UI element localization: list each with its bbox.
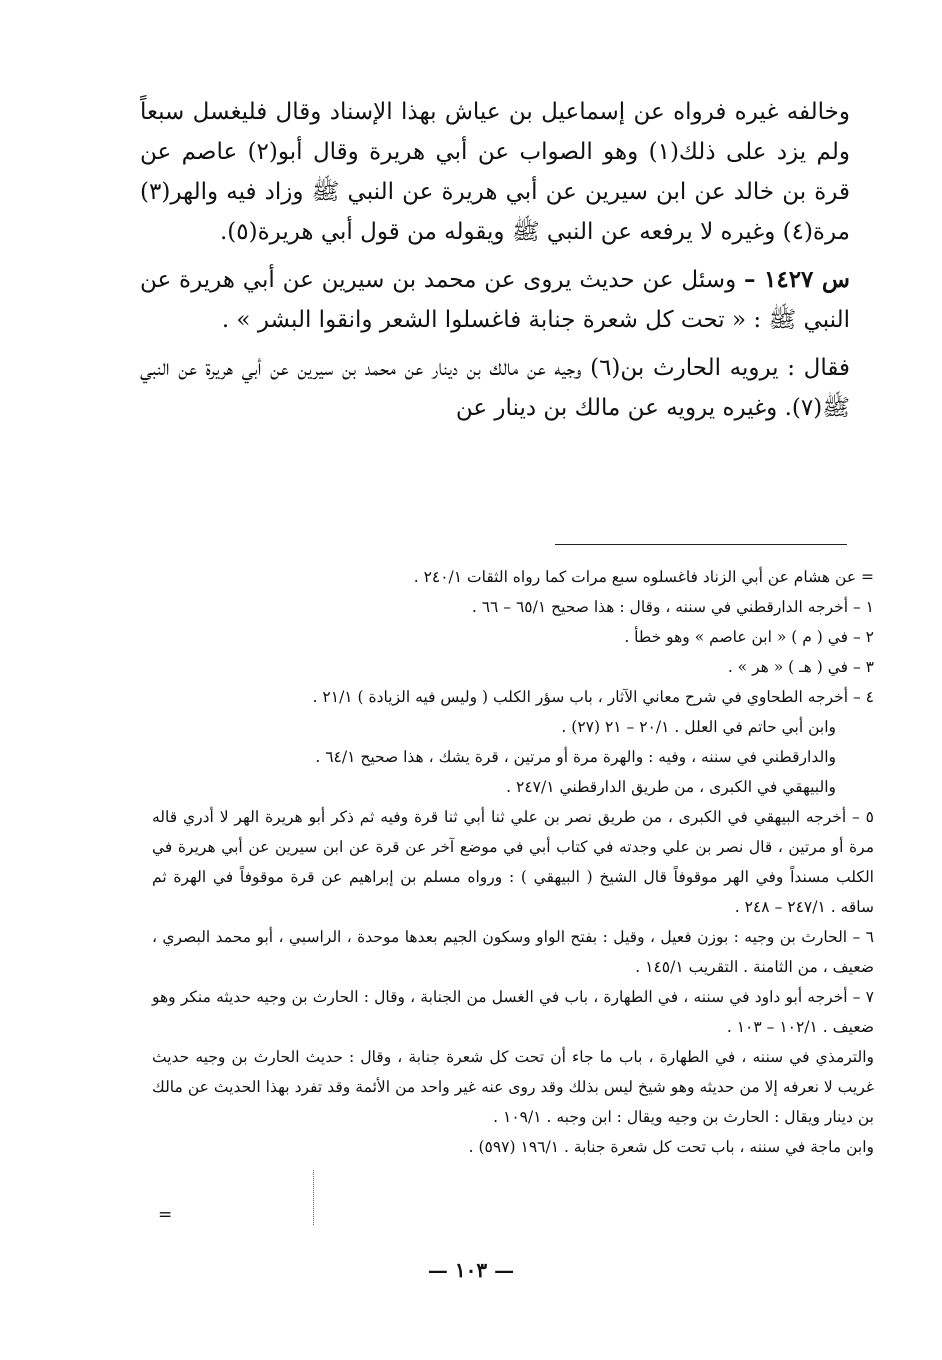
footnote: والبيهقي في الكبرى ، من طريق الدارقطني ٢٤٧/١ . <box>506 778 836 796</box>
footnote: ٥ – أخرجه البيهقي في الكبرى ، من طريق نصر بن علي ثنا أبي ثنا قرة وفيه ثم ذكر أبو هريرة الهر لا أدري قاله مرة أو مرتين ، قال نصر بن علي وجدته في كتاب أبي في موضع آخر عن قرة عن ابن سيرين عن أبي هريرة في الكلب مسنداً وفي الهر موقوفاً قال الشيخ ( البيهقي ) : ورواه مسلم بن إبراهيم عن قرة موقوفاً في الهرة ثم ساقه . ٢٤٧/١ – ٢٤٨ . <box>152 808 874 916</box>
question-text: وسئل عن حديث يروى عن محمد بن سيرين عن أبي هريرة عن النبي ﷺ : « تحت كل شعرة جنابة فاغسلوا الشعر وانقوا البشر » . <box>140 267 850 333</box>
continuation-mark: = <box>158 1205 173 1225</box>
question-number: س ١٤٢٧ – <box>743 266 850 293</box>
footnote: وابن ماجة في سننه ، باب تحت كل شعرة جنابة . ١٩٦/١ (٥٩٧) . <box>468 1138 874 1156</box>
footnotes <box>152 562 874 1162</box>
footnote: والدارقطني في سننه ، وفيه : والهرة مرة أو مرتين ، قرة يشك ، هذا صحيح ٦٤/١ . <box>315 748 836 766</box>
main-text <box>140 92 850 428</box>
footnote: ٣ – في ( هـ ) « هر » . <box>727 658 874 676</box>
footnote: وابن أبي حاتم في العلل . ٢٠/١ – ٢١ (٢٧) . <box>561 718 836 736</box>
main-paragraph: وخالفه غيره فرواه عن إسماعيل بن عياش بهذا الإسناد وقال فليغسل سبعاً ولم يزد على ذلك(١) وهو الصواب عن أبي هريرة وقال أبو(٢) عاصم عن قرة بن خالد عن ابن سيرين عن أبي هريرة عن النبي ﷺ وزاد فيه والهر(٣) مرة(٤) وغيره لا يرفعه عن النبي ﷺ ويقوله من قول أبي هريرة(٥). <box>140 99 850 245</box>
question-paragraph <box>140 260 850 340</box>
page-number: — ١٠٣ — <box>427 1258 515 1282</box>
answer-paragraph: فقال : يرويه الحارث بن(٦) وجيه عن مالك بن دينار عن محمد بن سيرين عن أبي هريرة عن النبي ﷺ(٧). وغيره يرويه عن مالك بن دينار عن <box>140 355 850 421</box>
footnote: ٤ – أخرجه الطحاوي في شرح معاني الآثار ، باب سؤر الكلب ( وليس فيه الزيادة ) ٢١/١ . <box>312 688 874 706</box>
footnote: والترمذي في سننه ، في الطهارة ، باب ما جاء أن تحت كل شعرة جنابة ، وقال : حديث الحارث بن وجيه حديث غريب لا نعرفه إلا من حديثه وهو شيخ ليس بذلك وقد روى عنه غير واحد من الأئمة وقد تفرد بهذا الحديث عن مالك بن دينار ويقال : الحارث بن وجيه ويقال : ابن وجبه . ١٠٩/١ . <box>152 1048 874 1126</box>
footnote: ٢ – في ( م ) « ابن عاصم » وهو خطأ . <box>624 628 874 646</box>
scan-artifact-line <box>313 1170 314 1225</box>
footnote: ٦ – الحارث بن وجيه : بوزن فعيل ، وقيل : بفتح الواو وسكون الجيم بعدها موحدة ، الراسبي ، أبو محمد البصري ، ضعيف ، من الثامنة . التقريب ١٤٥/١ . <box>152 928 874 976</box>
footnote: ٧ – أخرجه أبو داود في سننه ، في الطهارة ، باب في الغسل من الجنابة ، وقال : الحارث بن وجيه حديثه منكر وهو ضعيف . ١٠٢/١ – ١٠٣ . <box>152 988 874 1036</box>
footnote: = عن هشام عن أبي الزناد فاغسلوه سبع مرات كما رواه الثقات ٢٤٠/١ . <box>413 568 874 586</box>
footnote: ١ – أخرجه الدارقطني في سننه ، وقال : هذا صحيح ٦٥/١ – ٦٦ . <box>471 598 874 616</box>
footnote-divider <box>555 544 847 545</box>
